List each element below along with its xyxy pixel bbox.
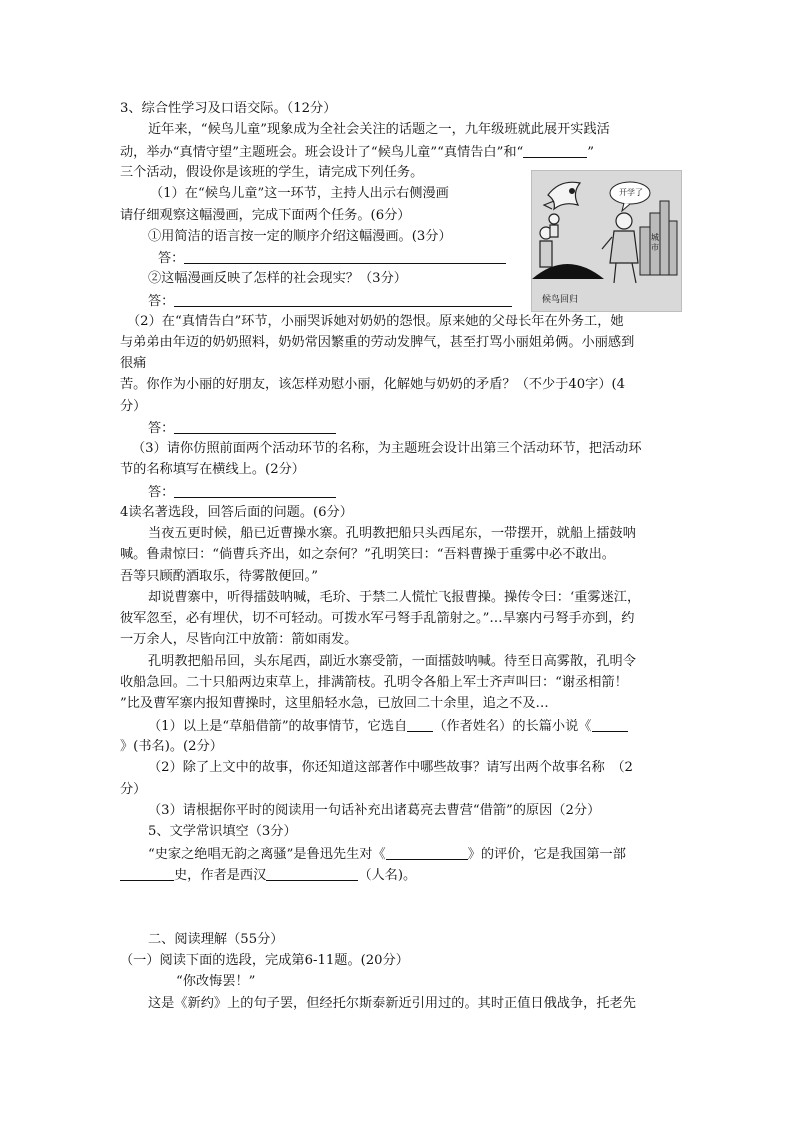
adult-figure [602,213,638,283]
q3-sub2-line-5: 分） [120,399,147,414]
cartoon-caption: 候鸟回归 [542,295,579,305]
q4-para1-line-1: 当夜五更时候，船已近曹操水寨。孔明教把船只头西尾东，一带摆开，就船上擂鼓呐 [148,526,636,541]
answer-line-1 [158,249,506,268]
q4-title: 4读名著选段，回答后面的问题。(6分） [120,505,353,520]
q4-para1-line-2: 喊。鲁肃惊曰：“倘曹兵齐出，如之奈何？”孔明笑曰：“吾料曹操于重雾中必不敢出。 [120,547,615,562]
q4-para2-line-2: 彼军忽至，必有埋伏，切不可轻动。可拨水军弓弩手乱箭射之。”…旱寨内弓弩手亦到，约 [120,611,635,626]
q3-intro-2a: 动，举办“真情守望”主题班会。班会设计了“候鸟儿童”“真情告白”和“ [120,145,524,160]
answer-blank [174,483,336,498]
answer-blank [184,249,506,264]
bird-figure [544,182,580,209]
q3-sub1-line-b: 请仔细观察这幅漫画，完成下面两个任务。(6分） [120,208,411,223]
q3-intro-line-1: 近年来，“候鸟儿童”现象成为全社会关注的话题之一，九年级班就此展开实践活 [148,122,610,137]
part2-quote: “你改悔罢！” [176,974,256,989]
q4-para2-line-3: 一万余人，尽皆向江中放箭：箭如雨发。 [120,632,358,647]
answer-line-3 [148,419,336,438]
q3-intro-line-2 [120,143,594,162]
answer-blank [174,292,512,307]
children-figures [540,214,559,267]
answer-label: 答： [148,294,175,309]
speech-bubble-text: 开学了 [619,188,643,197]
q5-line-2-part-a: 史，作者是西汉 [174,868,267,883]
q3-task-2: ②这幅漫画反映了怎样的社会现实？（3分） [148,271,407,286]
q5-title: 5、文学常识填空（3分） [148,824,297,839]
q3-sub2-line-4: 苦。你作为小丽的好朋友，该怎样劝慰小丽，化解她与奶奶的矛盾？（不少于40字）(4 [120,377,626,392]
q3-sub2-line-1: （2）在“真情告白”环节，小丽哭诉她对奶奶的怨恨。原来她的父母长年在外务工，她 [127,314,624,329]
book-blank [386,845,468,860]
answer-line-2 [148,292,512,311]
q5-line-1-part-a: “史家之绝唱无韵之离骚”是鲁迅先生对《 [148,847,386,862]
q4-qa-part-2: （作者姓名）的长篇小说《 [433,719,592,734]
author-name-blank [266,866,358,881]
q4-question-3: （3）请根据你平时的阅读用一句话补充出诸葛亮去曹营“借箭”的原因（2分） [148,803,601,818]
q4-para1-line-3: 吾等只顾酌酒取乐，待雾散便回。” [120,569,318,584]
q5-line-1 [148,845,626,864]
q4-para3-line-3: ”比及曹军寨内报知曹操时，这里船轻水急，已放回二十余里，追之不及… [120,696,549,711]
q4-para3-line-2: 收船急回。二十只船两边束草上，排满箭枝。孔明令各船上军士齐声叫曰：“谢丞相箭！ [120,675,628,690]
q3-sub3-line-1: （3）请你仿照前面两个活动环节的名称，为主题班会设计出第三个活动环节，把活动环 [132,441,642,456]
city-sign-text: 城市 [651,233,659,252]
q4-question-2-line-1: （2）除了上文中的故事，你还知道这部著作中哪些故事？请写出两个故事名称 （2 [148,760,633,775]
part2-text-line: 这是《新约》上的句子罢，但经托尔斯泰新近引用过的。其时正值日俄战争，托老先 [148,996,636,1011]
q3-sub3-line-2: 节的名称填写在横线上。(2分） [120,462,305,477]
q4-para2-line-1: 却说曹寨中，听得擂鼓呐喊，毛玠、于禁二人慌忙飞报曹操。操传令曰：‘重雾迷江， [148,590,641,605]
answer-line-4 [148,483,336,502]
answer-label: 答： [148,485,175,500]
q3-sub2-line-3: 很痛 [120,356,147,371]
q4-qa-part-1: （1）以上是“草船借箭”的故事情节，它选自 [148,719,408,734]
part2-title: 二、阅读理解（55分） [148,932,284,947]
part2-section-1-heading: （一）阅读下面的选段，完成第6-11题。(20分） [120,953,409,968]
answer-label: 答： [158,251,185,266]
q5-line-2-part-b: （人名)。 [358,868,417,883]
answer-label: 答： [148,421,175,436]
book-title-blank [592,717,628,732]
q4-question-1-line-1 [148,717,628,736]
q3-intro-line-3: 三个活动，假设你是该班的学生，请完成下列任务。 [120,165,424,180]
q4-question-2-line-2: 分） [120,782,147,797]
q4-para3-line-1: 孔明教把船吊回，头东尾西，副近水寨受箭，一面擂鼓呐喊。待至日高雾散，孔明令 [148,654,636,669]
q5-line-2 [120,866,416,885]
q5-line-1-part-b: 》的评价，它是我国第一部 [467,847,626,862]
q3-sub1-line-a: （1）在“候鸟儿童”这一环节，主持人出示右侧漫画 [150,186,449,201]
author-blank [407,717,433,732]
activity-blank-inline [523,143,587,158]
genre-blank [120,866,174,881]
q4-question-1-line-2: 》(书名)。(2分） [120,739,223,754]
q3-sub2-line-2: 与弟弟由年迈的奶奶照料，奶奶常因繁重的劳动发脾气，甚至打骂小丽姐弟俩。小丽感到 [120,335,635,350]
q3-task-1: ①用简洁的语言按一定的顺序介绍这幅漫画。(3分） [148,229,452,244]
q3-title: 3、综合性学习及口语交际。（12分） [120,101,337,116]
cartoon-image [531,170,682,312]
answer-blank [174,419,336,434]
q3-intro-2b: ” [587,145,595,160]
